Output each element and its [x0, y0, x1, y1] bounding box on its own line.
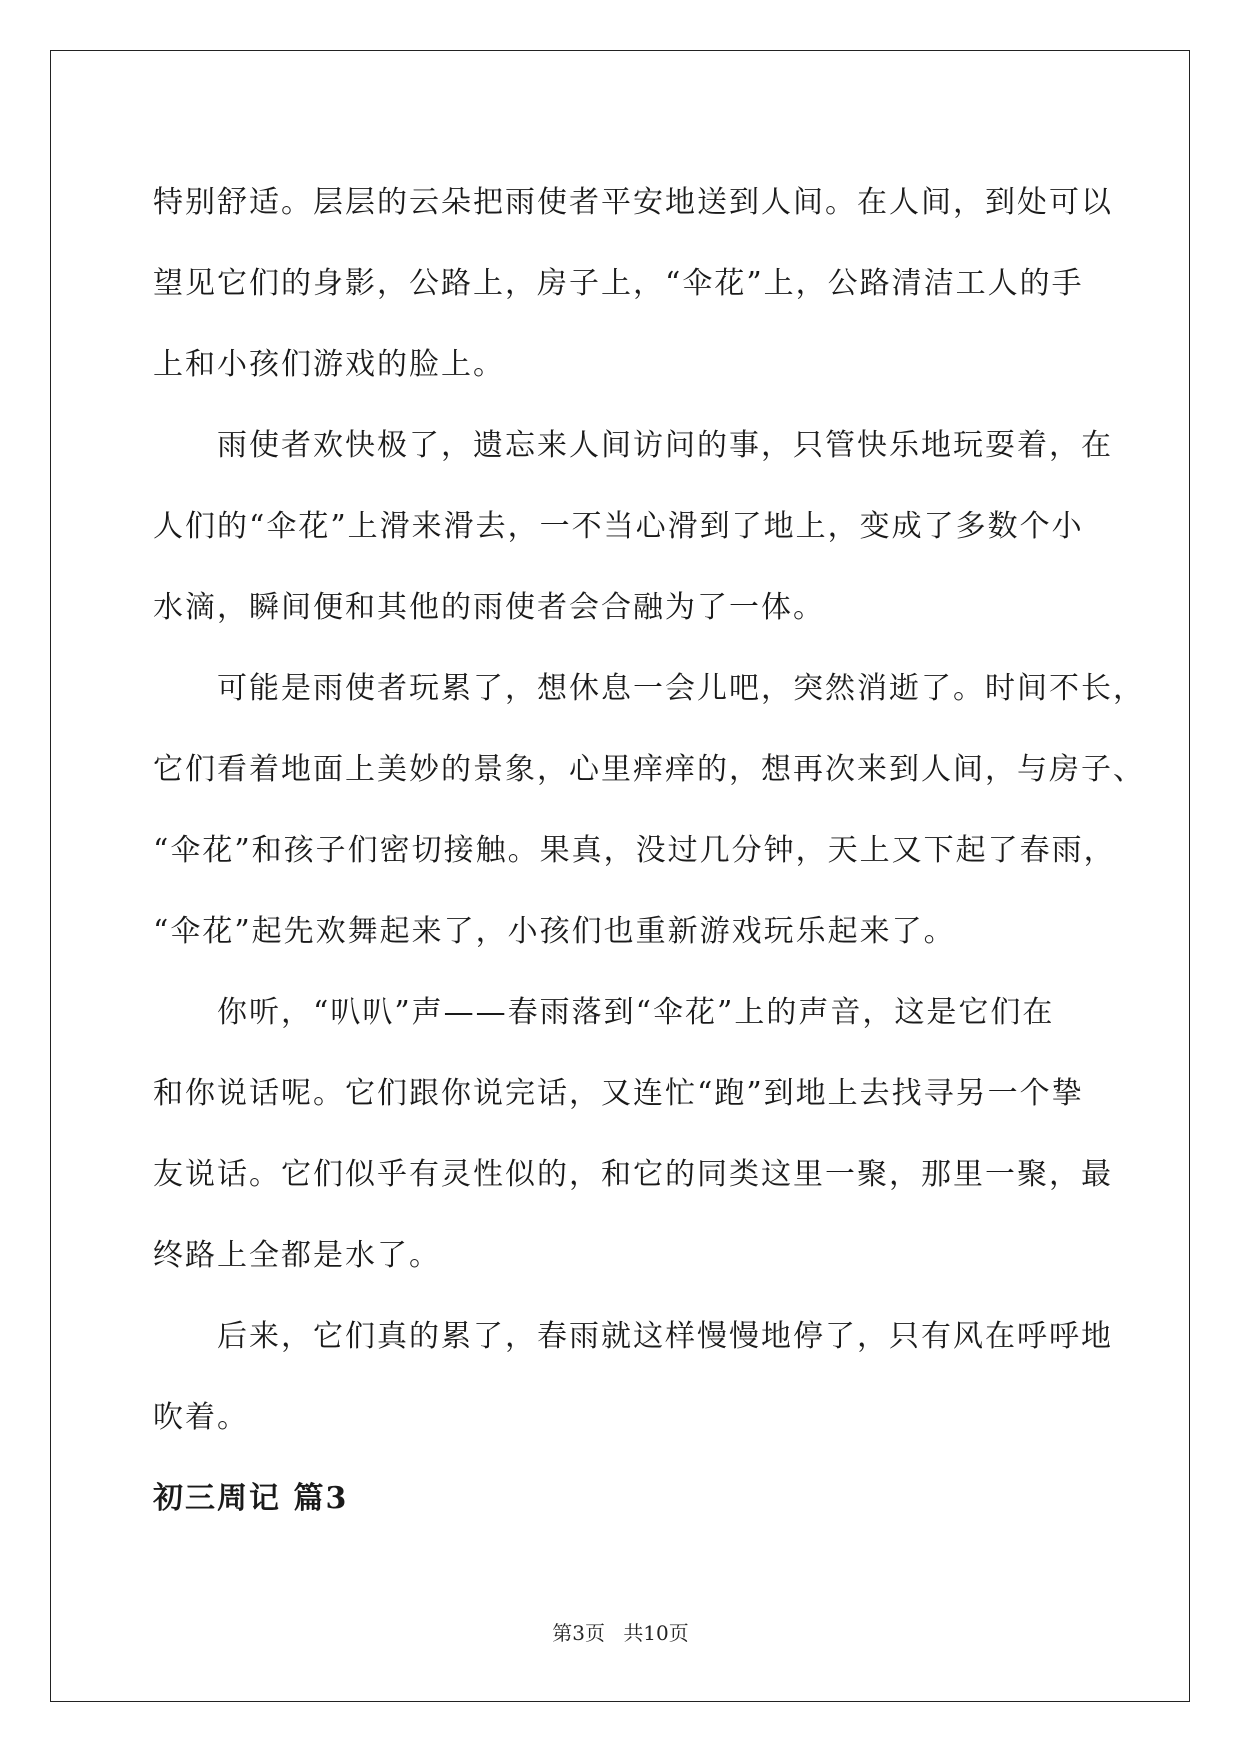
- paragraph-3: [153, 648, 1145, 972]
- text-line: 终路上全都是水了。: [153, 1238, 441, 1273]
- text-line: 人们的“伞花”上滑来滑去，一不当心滑到了地上，变成了多数个小: [153, 509, 1084, 544]
- text-line: 它们看着地面上美妙的景象，心里痒痒的，想再次来到人间，与房子、: [153, 752, 1145, 787]
- text-line: “伞花”起先欢舞起来了，小孩们也重新游戏玩乐起来了。: [153, 914, 956, 949]
- text-line: 雨使者欢快极了，遗忘来人间访问的事，只管快乐地玩耍着，在: [153, 428, 1113, 463]
- paragraph-4: [153, 972, 1113, 1296]
- text-line: 吹着。: [153, 1400, 249, 1435]
- document-body: [153, 162, 1145, 1539]
- page-total: 共10页: [623, 1621, 689, 1645]
- text-line: “伞花”和孩子们密切接触。果真，没过几分钟，天上又下起了春雨，: [153, 833, 1116, 868]
- paragraph-2: [153, 405, 1113, 648]
- paragraph-1: [153, 162, 1113, 405]
- text-line: 友说话。它们似乎有灵性似的，和它的同类这里一聚，那里一聚，最: [153, 1157, 1113, 1192]
- page-footer: [0, 1618, 1241, 1648]
- text-line: 后来，它们真的累了，春雨就这样慢慢地停了，只有风在呼呼地: [153, 1319, 1113, 1354]
- text-line: 和你说话呢。它们跟你说完话，又连忙“跑”到地上去找寻另一个挚: [153, 1076, 1084, 1111]
- text-line: 望见它们的身影，公路上，房子上，“伞花”上，公路清洁工人的手: [153, 266, 1084, 301]
- text-line: 特别舒适。层层的云朵把雨使者平安地送到人间。在人间，到处可以: [153, 185, 1113, 220]
- text-line: 水滴，瞬间便和其他的雨使者会合融为了一体。: [153, 590, 825, 625]
- text-line: 可能是雨使者玩累了，想休息一会儿吧，突然消逝了。时间不长，: [153, 671, 1145, 706]
- page-number: 第3页: [552, 1621, 605, 1645]
- section-heading: 初三周记 篇3: [153, 1481, 349, 1516]
- text-line: 你听，“叭叭”声——春雨落到“伞花”上的声音，这是它们在: [153, 995, 1055, 1030]
- paragraph-5: [153, 1296, 1113, 1458]
- text-line: 上和小孩们游戏的脸上。: [153, 347, 505, 382]
